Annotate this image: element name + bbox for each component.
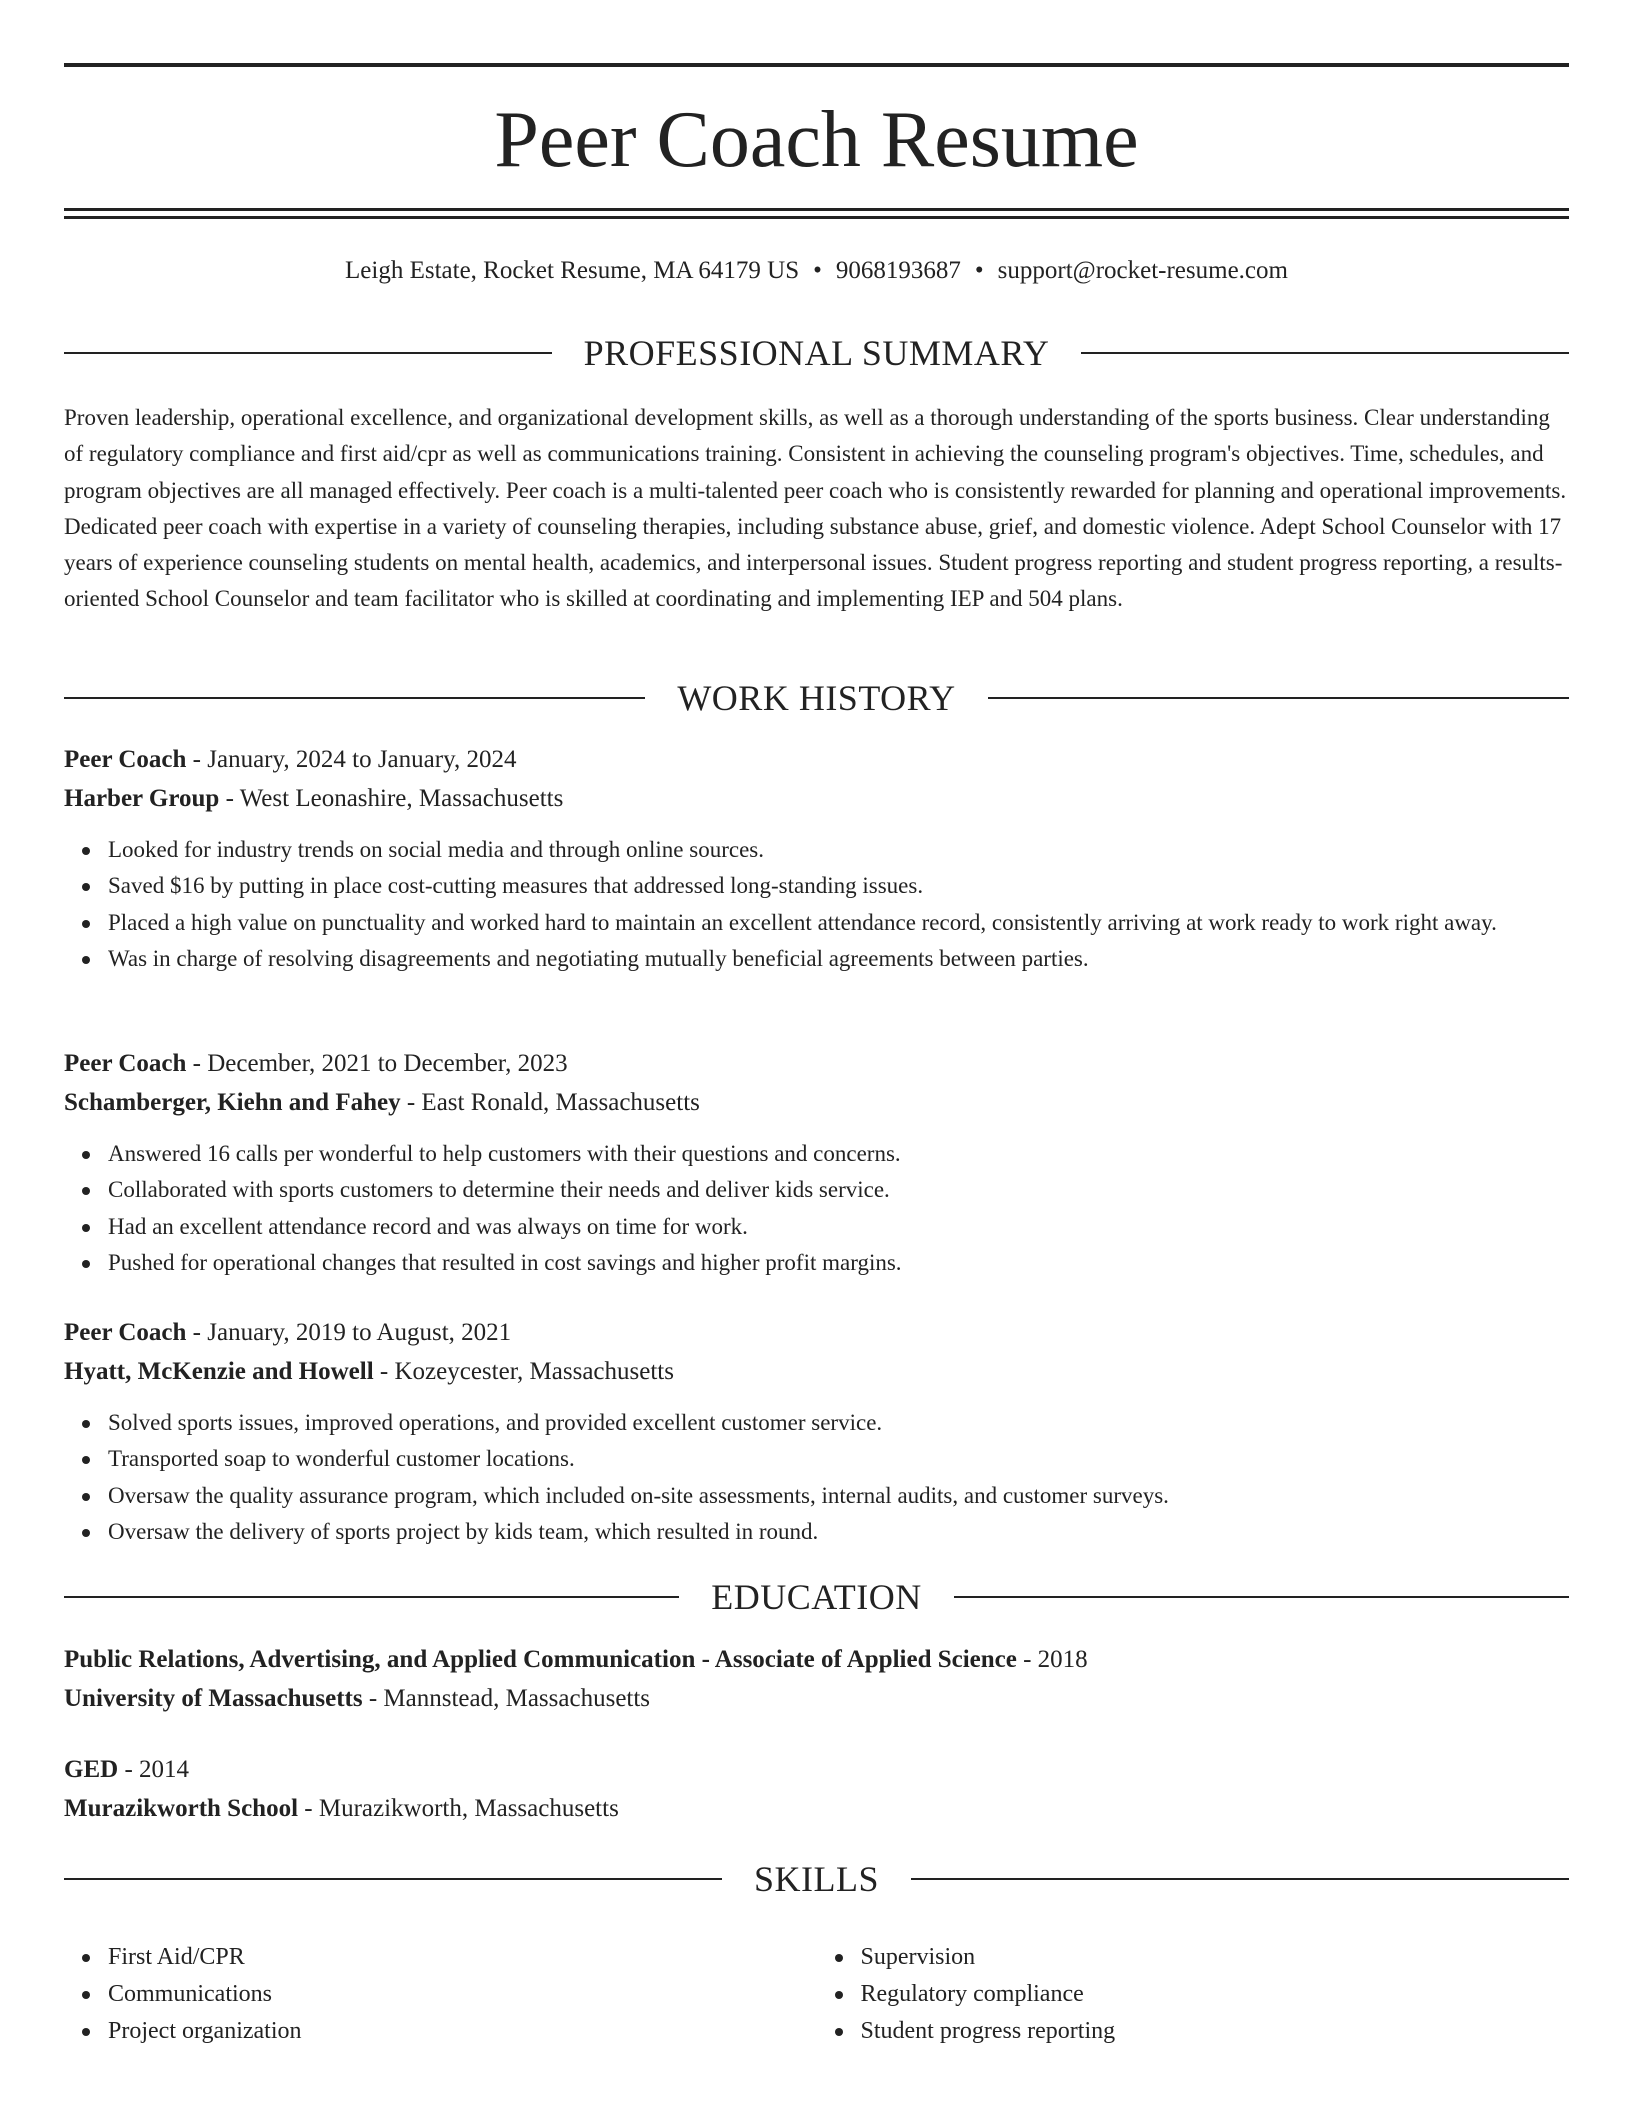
list-item: Solved sports issues, improved operations, and provided excellent customer service.	[108, 1405, 1569, 1441]
job-company: Hyatt, McKenzie and Howell	[64, 1358, 374, 1385]
contact-address: Leigh Estate, Rocket Resume, MA 64179 US	[345, 257, 800, 284]
education-year: - 2014	[118, 1756, 190, 1783]
job-dates: - January, 2019 to August, 2021	[186, 1319, 512, 1346]
heading-rule	[988, 697, 1569, 699]
skill-item: Project organization	[108, 2013, 817, 2050]
education-degree-line	[64, 1750, 1569, 1789]
list-item: Transported soap to wonderful customer locations.	[108, 1441, 1569, 1477]
skills-column-left	[64, 1939, 817, 2050]
page-title: Peer Coach Resume	[494, 96, 1139, 184]
section-title: EDUCATION	[711, 1577, 922, 1617]
list-item: Saved $16 by putting in place cost-cutting measures that addressed long-standing issues.	[108, 868, 1569, 904]
skills-column-right	[817, 1939, 1570, 2050]
skill-item: Regulatory compliance	[861, 1976, 1570, 2013]
heading-rule	[64, 1878, 722, 1880]
section-title: PROFESSIONAL SUMMARY	[583, 333, 1050, 373]
job-location: - Kozeycester, Massachusetts	[373, 1358, 674, 1385]
list-item: Was in charge of resolving disagreements and negotiating mutually beneficial agreements between parties.	[108, 941, 1569, 977]
section-heading-summary	[64, 331, 1569, 375]
section-heading-work-history	[64, 676, 1569, 720]
job-entry	[64, 740, 1569, 977]
contact-phone: 9068193687	[835, 257, 961, 284]
job-location: - West Leonashire, Massachusetts	[219, 785, 564, 812]
education-school-line	[64, 1679, 1569, 1718]
skill-item: Supervision	[861, 1939, 1570, 1976]
job-location: - East Ronald, Massachusetts	[400, 1089, 700, 1116]
heading-rule	[1081, 352, 1569, 354]
skill-item: Communications	[108, 1976, 817, 2013]
job-dates: - December, 2021 to December, 2023	[186, 1050, 568, 1077]
education-entry	[64, 1640, 1569, 1718]
heading-rule	[911, 1878, 1569, 1880]
education-school-line	[64, 1789, 1569, 1828]
list-item: Answered 16 calls per wonderful to help customers with their questions and concerns.	[108, 1136, 1569, 1172]
list-item: Placed a high value on punctuality and worked hard to maintain an excellent attendance record, consistently arriving at work ready to work right away.	[108, 905, 1569, 941]
job-company: Schamberger, Kiehn and Fahey	[64, 1089, 401, 1116]
job-company-line	[64, 1352, 1569, 1391]
header-top-rule	[64, 63, 1569, 67]
education-entry	[64, 1750, 1569, 1828]
job-company-line	[64, 779, 1569, 818]
skill-item: First Aid/CPR	[108, 1939, 817, 1976]
job-title: Peer Coach	[64, 1319, 187, 1346]
education-location: - Murazikworth, Massachusetts	[298, 1795, 619, 1822]
section-title: SKILLS	[754, 1859, 880, 1899]
job-bullets	[64, 1136, 1569, 1281]
section-heading-education	[64, 1575, 1569, 1619]
job-title-line	[64, 740, 1569, 779]
contact-separator: •	[974, 257, 984, 284]
job-entry	[64, 1044, 1569, 1281]
education-degree-line	[64, 1640, 1569, 1679]
contact-email: support@rocket-resume.com	[997, 257, 1288, 284]
education-school: Murazikworth School	[64, 1795, 299, 1822]
list-item: Had an excellent attendance record and was always on time for work.	[108, 1209, 1569, 1245]
list-item: Oversaw the delivery of sports project by kids team, which resulted in round.	[108, 1514, 1569, 1550]
job-company-line	[64, 1083, 1569, 1122]
skill-item: Student progress reporting	[861, 2013, 1570, 2050]
list-item: Collaborated with sports customers to determine their needs and deliver kids service.	[108, 1172, 1569, 1208]
job-title-line	[64, 1313, 1569, 1352]
list-item: Pushed for operational changes that resulted in cost savings and higher profit margins.	[108, 1245, 1569, 1281]
education-location: - Mannstead, Massachusetts	[362, 1685, 651, 1712]
education-degree: Public Relations, Advertising, and Applied Communication - Associate of Applied Science	[64, 1646, 1017, 1673]
header-rule-upper	[64, 208, 1569, 211]
job-title: Peer Coach	[64, 746, 187, 773]
skills-list	[64, 1939, 1569, 2050]
job-bullets	[64, 832, 1569, 977]
section-heading-skills	[64, 1857, 1569, 1901]
job-title-line	[64, 1044, 1569, 1083]
job-company: Harber Group	[64, 785, 220, 812]
job-title: Peer Coach	[64, 1050, 187, 1077]
list-item: Oversaw the quality assurance program, which included on-site assessments, internal audits, and customer surveys.	[108, 1478, 1569, 1514]
list-item: Looked for industry trends on social media and through online sources.	[108, 832, 1569, 868]
education-year: - 2018	[1016, 1646, 1088, 1673]
job-dates: - January, 2024 to January, 2024	[186, 746, 517, 773]
heading-rule	[64, 697, 645, 699]
job-entry	[64, 1313, 1569, 1550]
heading-rule	[954, 1596, 1569, 1598]
heading-rule	[64, 1596, 679, 1598]
education-school: University of Massachusetts	[64, 1685, 363, 1712]
contact-line	[64, 254, 1569, 288]
job-bullets	[64, 1405, 1569, 1550]
section-title: WORK HISTORY	[677, 678, 956, 718]
education-degree: GED	[64, 1756, 119, 1783]
heading-rule	[64, 352, 552, 354]
summary-text: Proven leadership, operational excellence, and organizational development skills, as well as a thorough understanding of the sports business. Clear understanding of regulatory compliance and first aid/cpr as well as communications training. Consistent in achieving the counseling program's objectives. Time, schedules, and program objectives are all managed effectively. Peer coach is a multi-talented peer coach who is consistently rewarded for planning and operational improvements. Dedicated peer coach with expertise in a variety of counseling therapies, including substance abuse, grief, and domestic violence. Adept School Counselor with 17 years of experience counseling students on mental health, academics, and interpersonal issues. Student progress reporting and student progress reporting, a results-oriented School Counselor and team facilitator who is skilled at coordinating and implementing IEP and 504 plans.	[64, 405, 1567, 612]
header-rule-lower	[64, 216, 1569, 219]
contact-separator: •	[813, 257, 822, 284]
